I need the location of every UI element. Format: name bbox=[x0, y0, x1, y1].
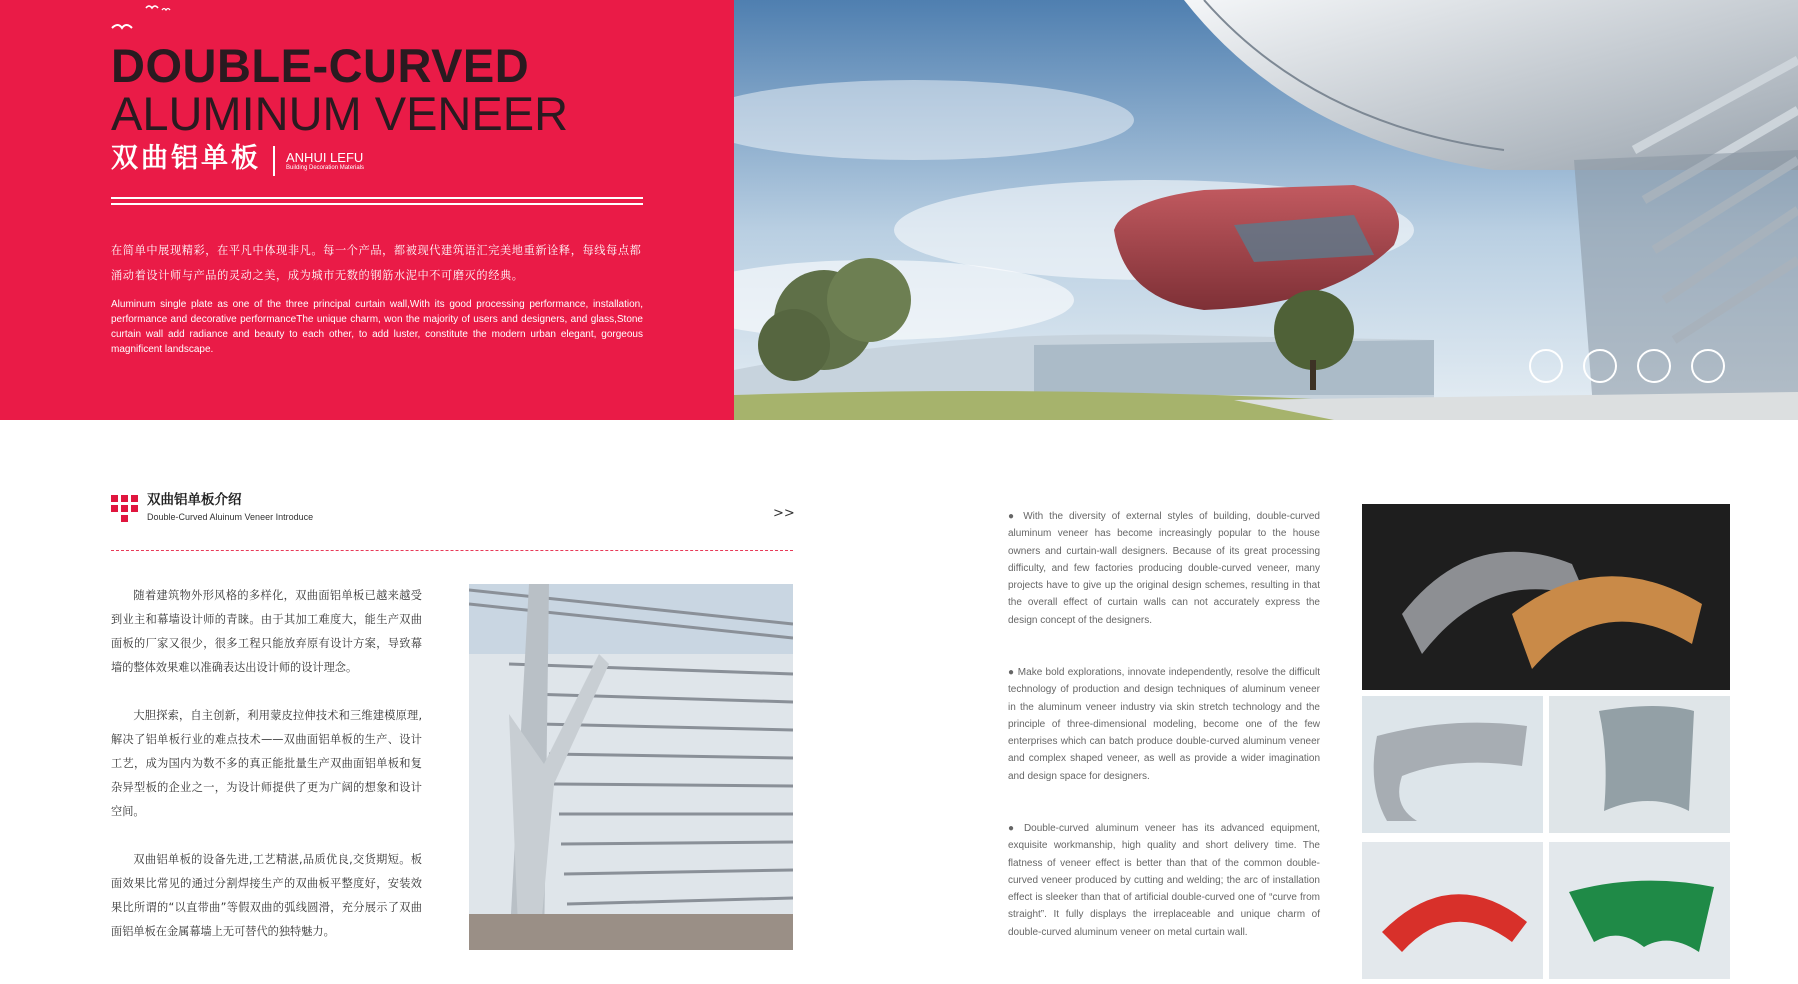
paragraph-cn-1: 随着建筑物外形风格的多样化，双曲面铝单板已越来越受到业主和幕墙设计师的青睐。由于其加工难度大，能生产双曲面板的厂家又很少，很多工程只能放弃原有设计方案，导致幕墙的整体效果难以准确表达出设计师的设计理念。 bbox=[111, 589, 422, 674]
paragraph-en-1: ● With the diversity of external styles of building, double-curved aluminum veneer has become increasingly popular to the house owners and curtain-wall designers. Because of its great processing difficulty, and few factories producing double-curved veneer, many projects have to give up the original design schemes, resulting in that the overall effect of curtain walls can not accurately express the design concept of the designers. bbox=[1008, 511, 1320, 626]
section-subtitle: Double-Curved Aluinum Veneer Introduce bbox=[147, 512, 314, 522]
product-photo-5 bbox=[1549, 842, 1730, 979]
section-title: 双曲铝单板介绍 bbox=[147, 492, 242, 508]
brand-name: ANHUI LEFU bbox=[286, 150, 364, 165]
intro-chinese: 在简单中展现精彩，在平凡中体现非凡。每一个产品，都被现代建筑语汇完美地重新诠释，每线每点都涌动着设计师与产品的灵动之美，成为城市无数的钢筋水泥中不可磨灭的经典。 bbox=[111, 244, 642, 282]
dashed-divider bbox=[111, 550, 793, 551]
hero-building-photo bbox=[734, 0, 1798, 420]
product-photo-4 bbox=[1362, 842, 1543, 979]
product-photo-3 bbox=[1549, 696, 1730, 833]
paragraph-cn-2: 大胆探索，自主创新，利用蒙皮拉伸技术和三维建模原理,解决了铝单板行业的难点技术——双曲面铝单板的生产、设计工艺，成为国内为数不多的真正能批量生产双曲面铝单板和复杂异型板的企业之一，为设计师提供了更为广阔的想象和设计空间。 bbox=[111, 709, 422, 818]
product-photo-large bbox=[1362, 504, 1730, 690]
facade-photo bbox=[469, 584, 793, 950]
brand-divider bbox=[273, 146, 275, 176]
intro-english: Aluminum single plate as one of the three principal curtain wall,With its good processing performance, installation, performance and decorative performanceThe unique charm, won the majority of users and designers, and glass,Stone curtain wall add radiance and beauty to each other, to add luster, constitute the modern urban elegant, gorgeous magnificent landscape. bbox=[111, 299, 643, 355]
divider-line bbox=[111, 197, 643, 199]
title-line-1: DOUBLE-CURVED bbox=[111, 39, 530, 92]
title-line-2: ALUMINUM VENEER bbox=[111, 87, 569, 140]
paragraph-cn-3: 双曲铝单板的设备先进,工艺精湛,品质优良,交货期短。板面效果比常见的通过分割焊接生产的双曲板平整度好，安装效果比所谓的“以直带曲”等假双曲的弧线圆滑，充分展示了双曲面铝单板在金属幕墙上无可替代的独特魅力。 bbox=[111, 853, 422, 938]
paragraph-en-3: ● Double-curved aluminum veneer has its advanced equipment, exquisite workmanship, high quality and short delivery time. The flatness of veneer effect is better than that of the common double-curved veneer produced by cutting and welding; the arc of installation effect is sleeker than that of artificial double-curved one of “curve from straight”. It fully displays the irreplaceable and unique charm of double-curved aluminum veneer on metal curtain wall. bbox=[1008, 823, 1320, 938]
paragraph-en-2: ● Make bold explorations, innovate independently, resolve the difficult technology of production and design techniques of aluminum veneer in the aluminum veneer industry via skin stretch technology and the principle of three-dimensional modeling, become one of the few enterprises which can batch produce double-curved aluminum veneer and complex shaped veneer, as well as provide a wider imagination and design space for designers. bbox=[1008, 667, 1320, 782]
grid-squares-icon bbox=[111, 495, 138, 522]
product-photo-2 bbox=[1362, 696, 1543, 833]
brand-tagline: Building Decoration Materials bbox=[286, 165, 365, 171]
more-link[interactable]: >> bbox=[773, 506, 795, 521]
header-banner bbox=[0, 0, 734, 420]
title-chinese: 双曲铝单板 bbox=[111, 143, 261, 174]
divider-line bbox=[111, 203, 643, 205]
